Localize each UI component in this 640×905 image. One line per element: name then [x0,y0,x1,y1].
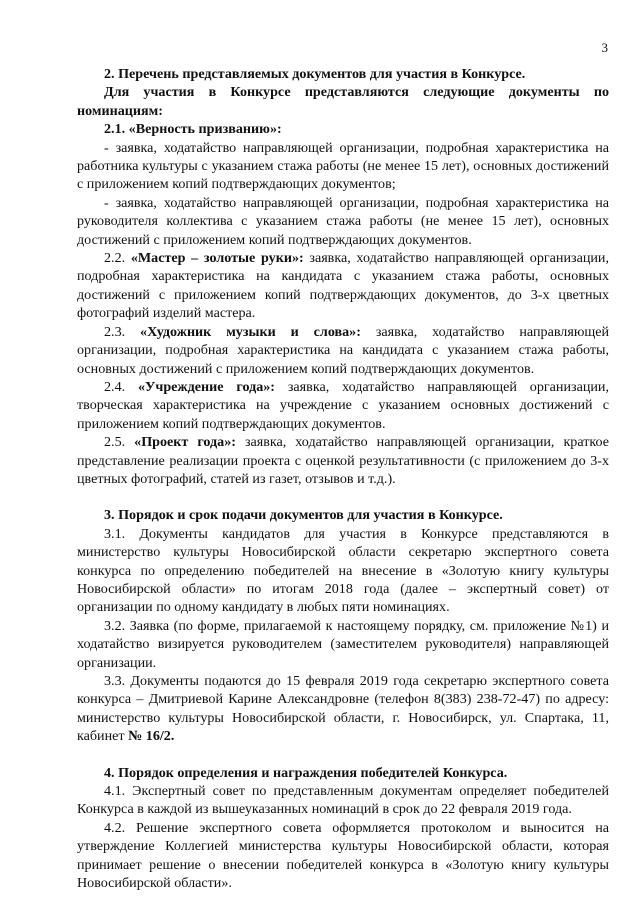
nomination-2-2-number: 2.2. [104,250,126,267]
page-number: 3 [601,40,608,55]
nomination-2-4-title: «Учреждение года»: [138,378,275,395]
nomination-2-5-number: 2.5. [104,434,126,451]
paragraph-3-3-text: 3.3. Документы подаются до 15 февраля 2019 года секретарю экспертного совета конкурса – Дмитриевой Карине Александровне (телефон 8(383) 238-72-47) по адресу: министерство культуры Новосибирской области, г. Новосибирск, ул. Спартака, 11, кабинет [77,673,609,745]
section-2-intro: Для участия в Конкурсе представляются следующие документы по номинациям: [77,84,609,119]
nomination-2-5-text: заявка, ходатайство направляющей организации, краткое представление реализации проекта с оценкой результативности (с приложением до 3-х цветных фотографий, статей из газет, отзывов и т.д.). [77,434,609,487]
nomination-2-1-item-1: - заявка, ходатайство направляющей организации, подробная характеристика на работника культуры с указанием стажа работы (не менее 15 лет), основных достижений с приложением копий подтверждающих документов; [77,139,609,193]
nomination-2-3-number: 2.3. [104,323,126,340]
nomination-2-1-title: 2.1. «Верность призванию»: [104,121,282,138]
paragraph-3-2: 3.2. Заявка (по форме, прилагаемой к настоящему порядку, см. приложение №1) и ходатайство визируется руководителем (заместителем руководителя) направляющей организации. [77,617,609,671]
nomination-2-3-text: заявка, ходатайство направляющей организации, подробная характеристика на кандидата с указанием стажа работы, основных достижений с приложением копий подтверждающих документов. [77,323,609,377]
paragraph-4-2: 4.2. Решение экспертного совета оформляется протоколом и выносится на утверждение Коллегией министерства культуры Новосибирской области, которая принимает решение о внесении победителей конкурса в «Золотую книгу культуры Новосибирской области». [77,819,609,892]
nomination-2-3 [77,323,609,378]
nomination-2-3-title: «Художник музыки и слова»: [140,323,361,340]
section-4-heading: 4. Порядок определения и награждения победителей Конкурса. [104,764,508,781]
nomination-2-4 [77,378,609,433]
nomination-2-5 [77,433,609,488]
nomination-2-5-title: «Проект года»: [134,434,236,451]
section-3-heading: 3. Порядок и срок подачи документов для участия в Конкурсе. [104,507,503,524]
nomination-2-2-text: заявка, ходатайство направляющей организации, подробная характеристика на кандидата с указанием стажа работы, основных достижений с приложением копий подтверждающих документов, до 3-х цветных фотографий изделий мастера. [77,250,609,322]
nomination-2-2-title: «Мастер – золотые руки»: [130,250,304,267]
nomination-2-2 [77,249,609,323]
nomination-2-4-number: 2.4. [104,378,126,395]
paragraph-3-3-room: № 16/2. [128,728,175,745]
paragraph-3-3 [77,672,609,746]
paragraph-4-1: 4.1. Экспертный совет по представленным документам определяет победителей Конкурса в каждой из вышеуказанных номинаций в срок до 22 февраля 2019 года. [77,783,609,818]
paragraph-3-1: 3.1. Документы кандидатов для участия в Конкурсе представляются в министерство культуры Новосибирской области секретарю экспертного совета конкурса по определению победителей на внесение в «Золотую книгу культуры Новосибирской области» по итогам 2018 года (далее – экспертный совет) от организации по одному кандидату в любых пяти номинациях. [77,525,609,616]
nomination-2-1-item-2: - заявка, ходатайство направляющей организации, подробная характеристика на руководителя коллектива с указанием стажа работы (не менее 15 лет), основных достижений с приложением копий подтверждающих документов. [77,194,609,248]
nomination-2-4-text: заявка, ходатайство направляющей организации, творческая характеристика на учреждение с указанием основных достижений с приложением копий подтверждающих документов. [77,378,609,432]
section-2-heading: 2. Перечень представляемых документов для участия в Конкурсе. [104,66,526,82]
document-body [77,65,609,892]
